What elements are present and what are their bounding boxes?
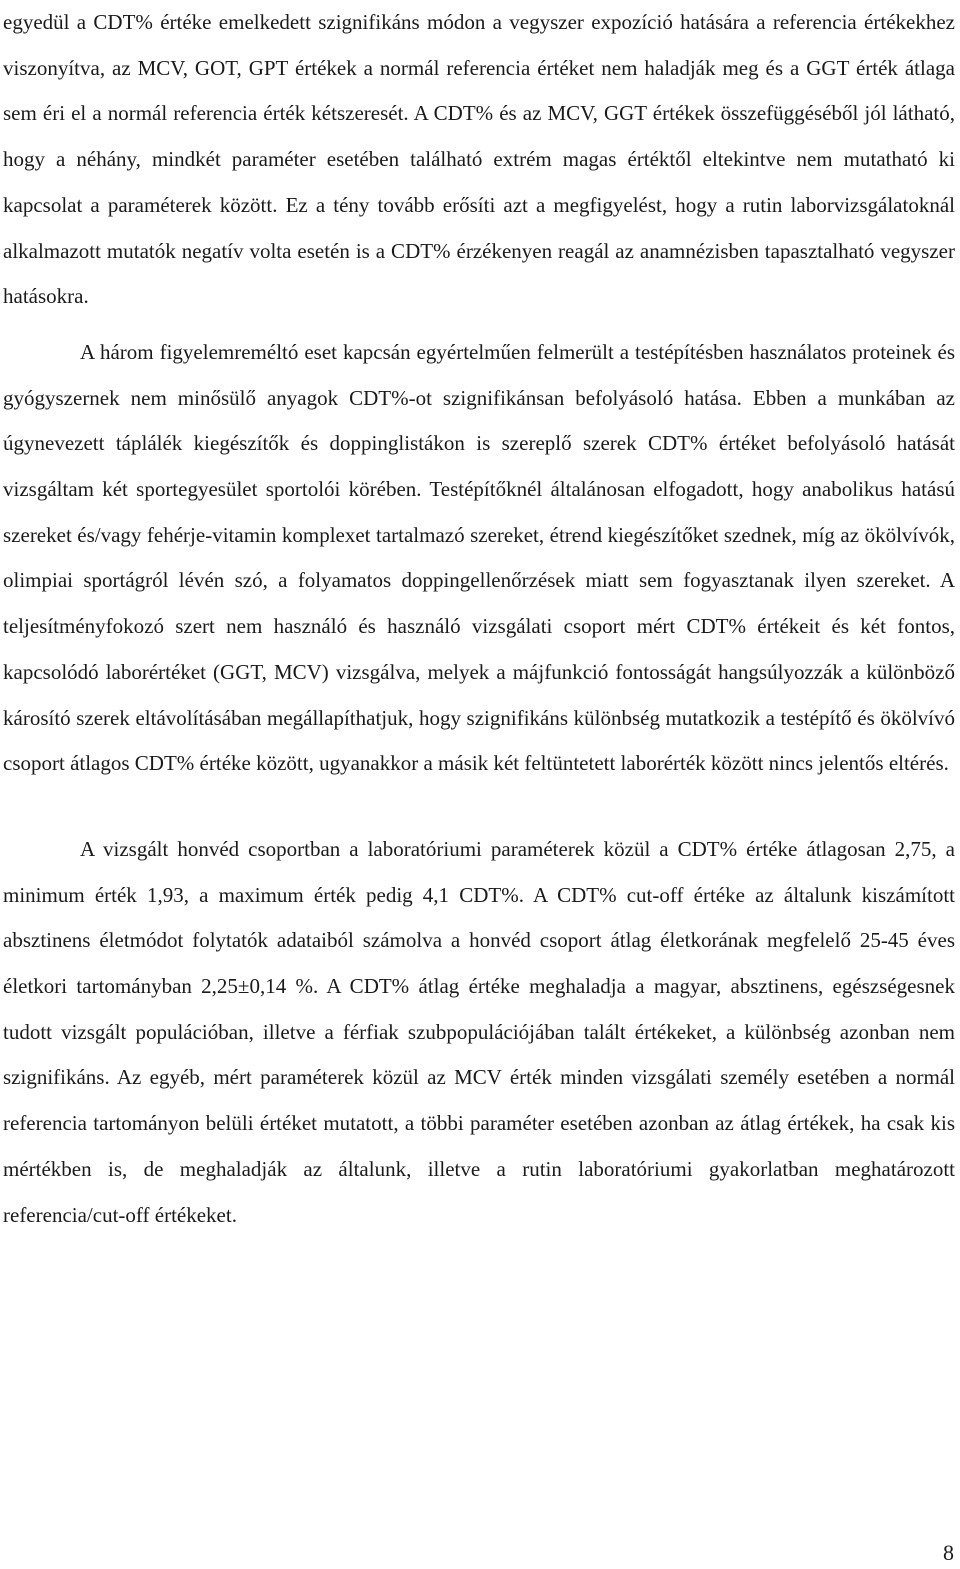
paragraph-2: A három figyelemreméltó eset kapcsán egyértelműen felmerült a testépítésben használatos proteinek és gyógyszernek nem minősülő anyagok CDT%-ot szignifikánsan befolyásoló hatása. Ebben a munkában az úgynevezett táplálék kiegészítők és doppinglistákon is szereplő szerek CDT% értéket befolyásoló hatását vizsgáltam két sportegyesület sportolói körében. Testépítőknél általánosan elfogadott, hogy anabolikus hatású szereket és/vagy fehérje-vitamin komplexet tartalmazó szereket, étrend kiegészítőket szednek, míg az ökölvívók, olimpiai sportágról lévén szó, a folyamatos doppingellenőrzések miatt sem fogyasztanak ilyen szereket. A teljesítményfokozó szert nem használó és használó vizsgálati csoport mért CDT% értékeit és két fontos, kapcsolódó laborértéket (GGT, MCV) vizsgálva, melyek a májfunkció fontosságát hangsúlyozzák a különböző károsító szerek eltávolításában megállapíthatjuk, hogy szignifikáns különbség mutatkozik a testépítő és ökölvívó csoport átlagos CDT% értéke között, ugyanakkor a másik két feltüntetett laborérték között nincs jelentős eltérés. bbox=[3, 339, 955, 776]
document-page bbox=[3, 0, 955, 1238]
page-number: 8 bbox=[943, 1540, 954, 1565]
paragraph-1: egyedül a CDT% értéke emelkedett szignifikáns módon a vegyszer expozíció hatására a referencia értékekhez viszonyítva, az MCV, GOT, GPT értékek a normál referencia értéket nem haladják meg és a GGT érték átlaga sem éri el a normál referencia érték kétszeresét. A CDT% és az MCV, GGT értékek összefüggéséből jól látható, hogy a néhány, mindkét paraméter esetében található extrém magas értéktől eltekintve nem mutatható ki kapcsolat a paraméterek között. Ez a tény tovább erősíti azt a megfigyelést, hogy a rutin laborvizsgálatoknál alkalmazott mutatók negatív volta esetén is a CDT% érzékenyen reagál az anamnézisben tapasztalható vegyszer hatásokra. bbox=[3, 10, 955, 309]
paragraph-3: A vizsgált honvéd csoportban a laboratóriumi paraméterek közül a CDT% értéke átlagosan 2,75, a minimum érték 1,93, a maximum érték pedig 4,1 CDT%. A CDT% cut-off értéke az általunk kiszámított absztinens életmódot folytatók adataiból számolva a honvéd csoport átlag életkorának megfelelő 25-45 éves életkori tartományban 2,25±0,14 %. A CDT% átlag értéke meghaladja a magyar, absztinens, egészségesnek tudott vizsgált populációban, illetve a férfiak szubpopulációjában talált értékeket, a különbség azonban nem szignifikáns. Az egyéb, mért paraméterek közül az MCV érték minden vizsgálati személy esetében a normál referencia tartományon belüli értéket mutatott, a többi paraméter esetében azonban az átlag értékek, ha csak kis mértékben is, de meghaladják az általunk, illetve a rutin laboratóriumi gyakorlatban meghatározott referencia/cut-off értékeket. bbox=[3, 836, 955, 1227]
